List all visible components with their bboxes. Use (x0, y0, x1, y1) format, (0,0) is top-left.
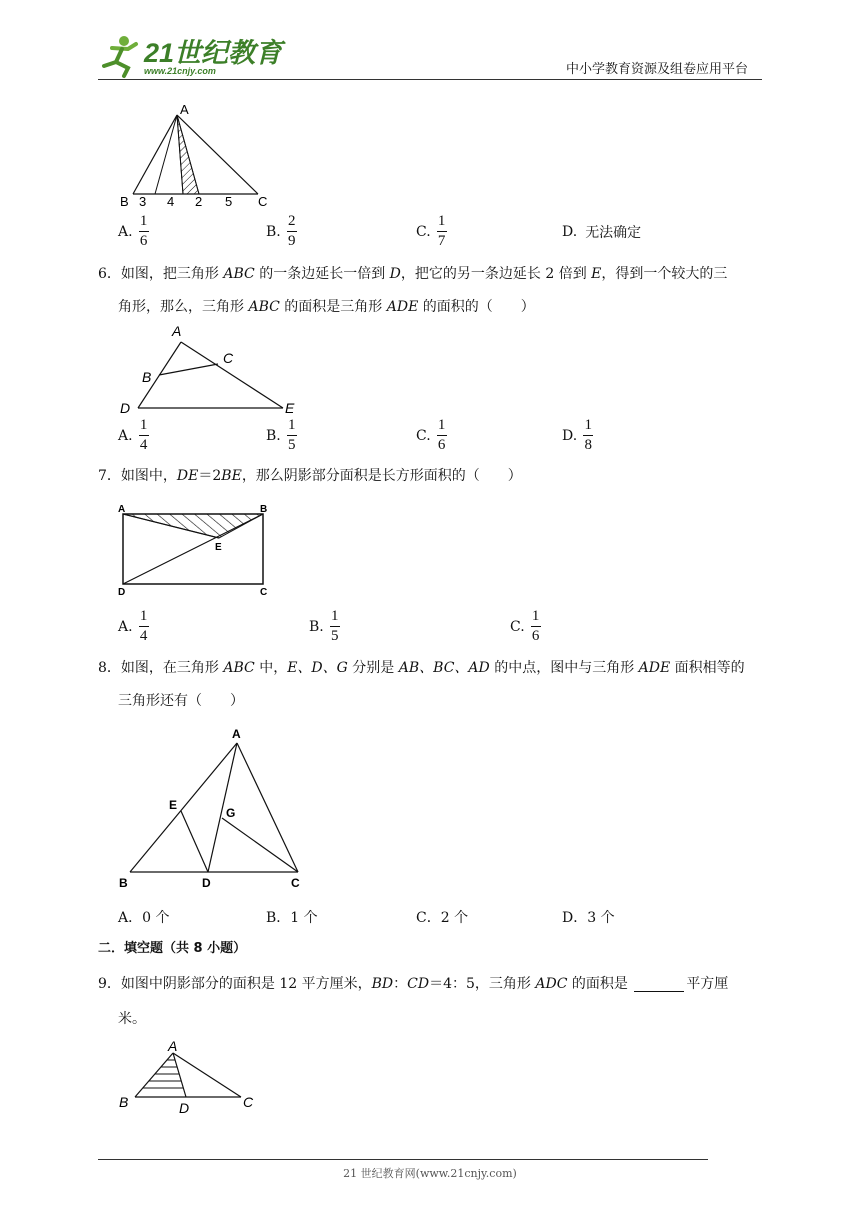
q7-label-b: B (260, 504, 268, 515)
q9-figure (115, 1035, 265, 1120)
q9-label-a: A (168, 1038, 178, 1054)
q9-question-line1: 9．如图中阴影部分的面积是 12 平方厘米，BD：CD＝4：5，三角形 ADC 的面积是 平方厘 (98, 976, 729, 992)
q7-option-a[interactable]: A. $\frac{1}{4}$ (118, 608, 148, 644)
q6-label-e: E (285, 400, 295, 416)
q9-question-line2: 米。 (118, 1011, 146, 1027)
q6-option-d[interactable]: D. $\frac{1}{8}$ (562, 417, 592, 453)
section-title: 二．填空题（共 8 小题） (98, 941, 247, 956)
q6-label-d: D (120, 400, 131, 416)
site-logo (94, 34, 283, 78)
q8-label-a: A (232, 727, 241, 741)
q7-option-c[interactable]: C. $\frac{1}{6}$ (510, 608, 540, 644)
fraction: $\frac{1}{7}$ (437, 213, 446, 249)
q7-label-d: D (118, 587, 126, 598)
fraction: $\frac{1}{4}$ (139, 608, 148, 644)
q8-option-b[interactable]: B． 1 个 (266, 910, 318, 926)
q5-label-c: C (258, 194, 268, 209)
q5-seg-label: 2 (195, 194, 203, 209)
q8-label-g: G (226, 806, 236, 820)
q7-question: 7．如图中，DE＝2BE，那么阴影部分面积是长方形面积的（ ） (98, 468, 522, 484)
q7-label-a: A (118, 504, 126, 515)
footer-text: 21 世纪教育网(www.21cnjy.com) (343, 1167, 517, 1180)
q5-seg-label: 4 (167, 194, 175, 209)
q5-option-b[interactable]: B. $\frac{2}{9}$ (266, 213, 296, 249)
q9-label-c: C (243, 1094, 254, 1110)
fraction: $\frac{1}{4}$ (139, 417, 148, 453)
fraction: $\frac{1}{6}$ (437, 417, 446, 453)
svg-text:www.21cnjy.com: www.21cnjy.com (144, 66, 216, 76)
q8-question-line2: 三角形还有（ ） (118, 693, 244, 709)
q8-question-line1: 8．如图，在三角形 ABC 中，E、D、G 分别是 AB、BC、AD 的中点，图中与三角形 ADE 面积相等的 (98, 660, 745, 676)
fraction: $\frac{1}{6}$ (139, 213, 148, 249)
fraction: $\frac{1}{5}$ (288, 417, 296, 453)
answer-blank[interactable] (634, 977, 684, 992)
q6-label-c: C (223, 350, 234, 366)
header-right-text: 中小学教育资源及组卷应用平台 (566, 62, 749, 77)
q7-label-c: C (260, 587, 268, 598)
q5-seg-label: 3 (139, 194, 147, 209)
q8-figure (115, 725, 315, 895)
q8-label-c: C (291, 876, 300, 890)
fraction: $\frac{2}{9}$ (288, 213, 296, 249)
q7-label-e: E (215, 542, 222, 553)
q9-label-d: D (179, 1100, 190, 1116)
q8-option-a[interactable]: A． 0 个 (118, 910, 170, 926)
q5-label-a: A (180, 102, 189, 117)
q6-option-b[interactable]: B. $\frac{1}{5}$ (266, 417, 296, 453)
q6-figure (115, 322, 335, 417)
footer-rule (98, 1159, 708, 1160)
q6-question-line1: 6．如图，把三角形 ABC 的一条边延长一倍到 D，把它的另一条边延长 2 倍到 E，得到一个较大的三 (98, 266, 728, 282)
q5-side-ab (133, 115, 177, 194)
q6-label-b: B (142, 369, 152, 385)
q6-option-c[interactable]: C. $\frac{1}{6}$ (416, 417, 446, 453)
q8-label-d: D (202, 876, 211, 890)
q5-option-a[interactable]: A. $\frac{1}{6}$ (118, 213, 148, 249)
fraction: $\frac{1}{5}$ (331, 608, 339, 644)
q7-option-b[interactable]: B. $\frac{1}{5}$ (309, 608, 339, 644)
q9-label-b: B (119, 1094, 129, 1110)
fraction: $\frac{1}{6}$ (531, 608, 540, 644)
q8-option-c[interactable]: C． 2 个 (416, 910, 469, 926)
q5-option-c[interactable]: C. $\frac{1}{7}$ (416, 213, 446, 249)
fraction: $\frac{1}{8}$ (584, 417, 592, 453)
header (0, 0, 860, 85)
header-rule (98, 79, 762, 80)
q7-figure (115, 500, 275, 600)
q5-figure (115, 103, 275, 208)
q8-label-b: B (119, 876, 128, 890)
q5-option-d[interactable]: D. 无法确定 (562, 224, 642, 241)
q5-label-b: B (120, 194, 129, 209)
svg-text:21世纪教育: 21世纪教育 (144, 38, 283, 68)
q6-label-a: A (172, 323, 182, 339)
q5-seg-label: 5 (225, 194, 233, 209)
q6-question-line2: 角形，那么，三角形 ABC 的面积是三角形 ADE 的面积的（ ） (118, 299, 535, 315)
q8-option-d[interactable]: D． 3 个 (562, 910, 615, 926)
q6-option-a[interactable]: A. $\frac{1}{4}$ (118, 417, 148, 453)
q8-label-e: E (169, 798, 178, 812)
